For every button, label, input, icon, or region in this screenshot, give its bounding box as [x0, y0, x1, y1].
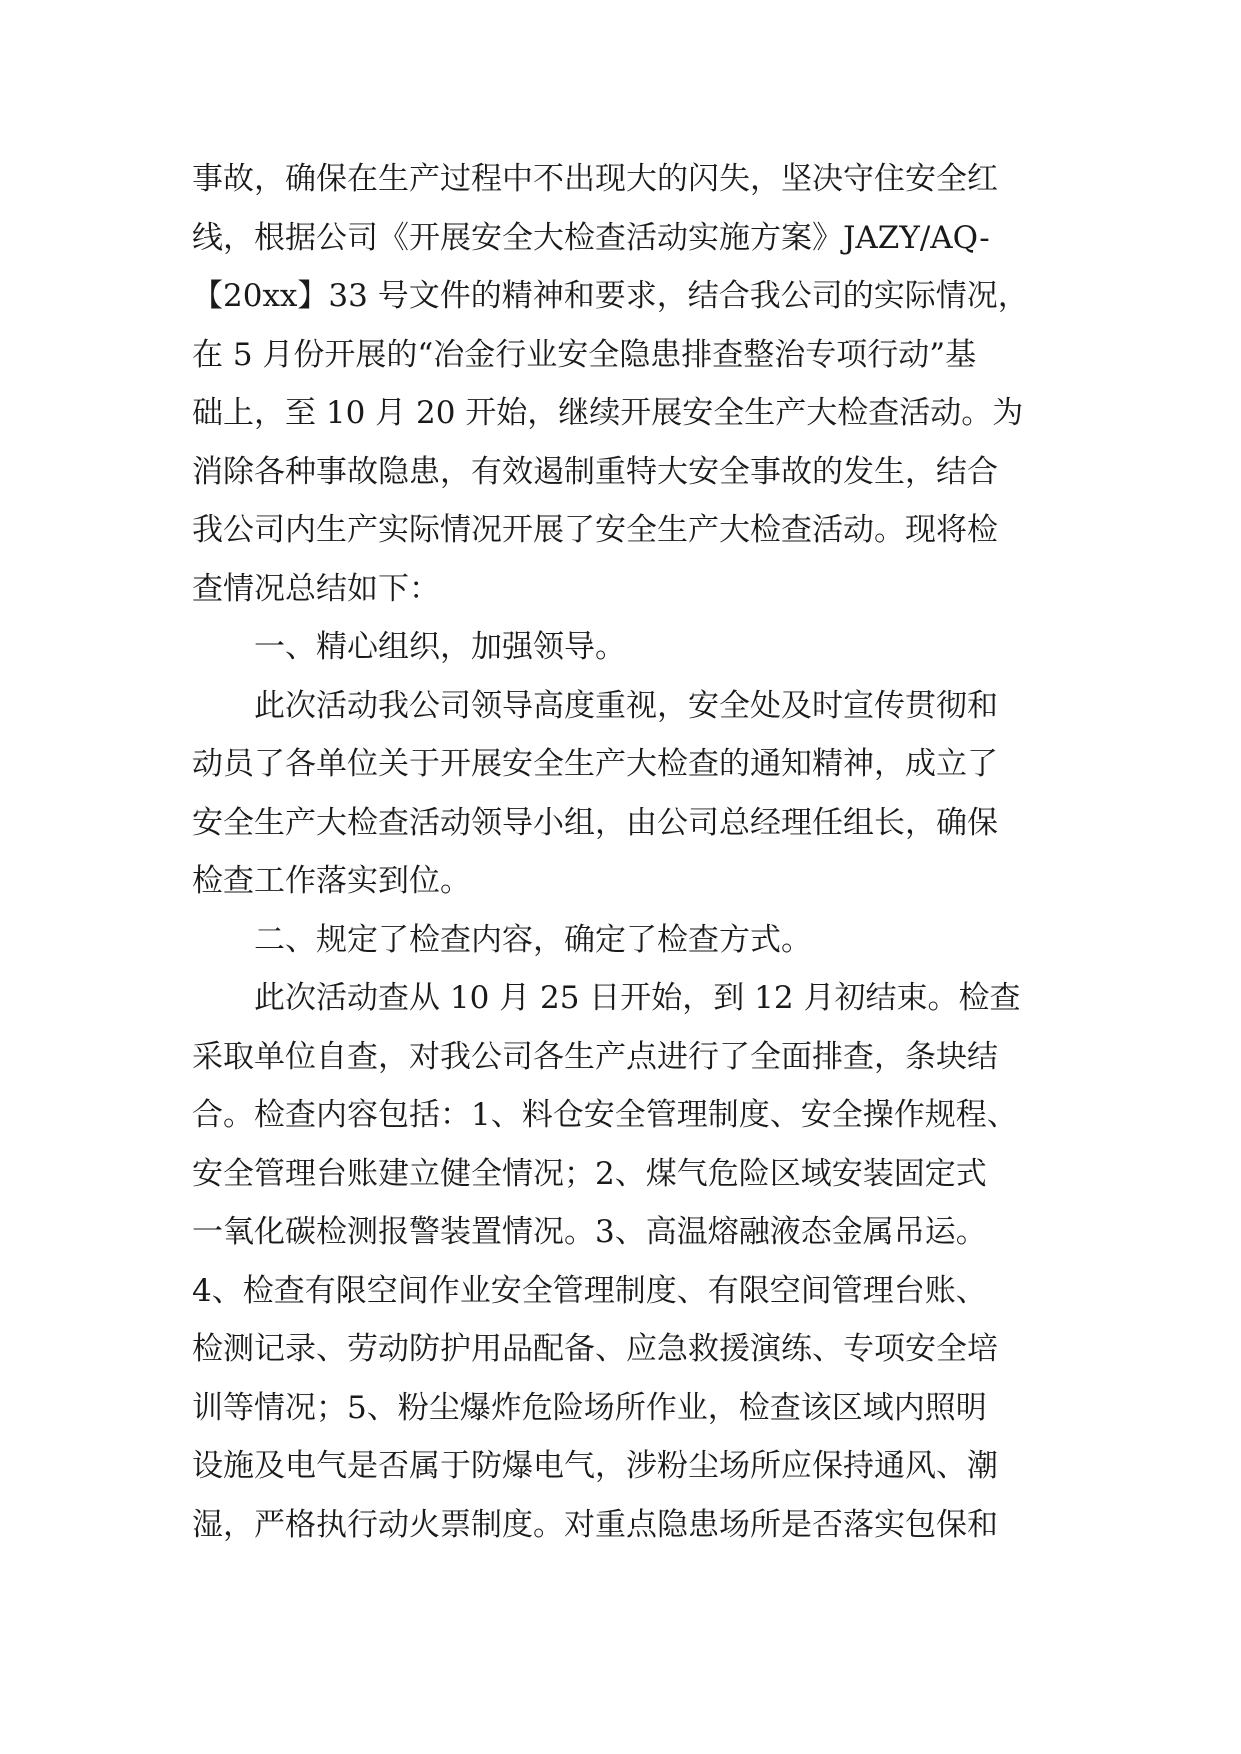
- text-line: 采取单位自查，对我公司各生产点进行了全面排查，条块结: [192, 1038, 998, 1075]
- text-line: 础上，至 10 月 20 开始，继续开展安全生产大检查活动。为: [192, 395, 1024, 431]
- text-line: 线，根据公司《开展安全大检查活动实施方案》JAZY/AQ-: [192, 219, 990, 256]
- text-line: 安全管理台账建立健全情况；2、煤气危险区域安装固定式: [192, 1155, 987, 1192]
- text-line: 【20xx】33 号文件的精神和要求，结合我公司的实际情况，: [192, 278, 1029, 314]
- text-line: 我公司内生产实际情况开展了安全生产大检查活动。现将检: [192, 512, 998, 548]
- text-line: 在 5 月份开展的“冶金行业安全隐患排查整治专项行动”基: [192, 336, 977, 373]
- section-heading: 二、规定了检查内容，确定了检查方式。: [254, 921, 812, 958]
- paragraph-start: 此次活动我公司领导高度重视，安全处及时宣传贯彻和: [254, 687, 998, 724]
- text-line: 湿，严格执行动火票制度。对重点隐患场所是否落实包保和: [192, 1506, 998, 1543]
- text-line: 4、检查有限空间作业安全管理制度、有限空间管理台账、: [192, 1272, 987, 1309]
- text-line: 训等情况；5、粉尘爆炸危险场所作业，检查该区域内照明: [192, 1389, 987, 1426]
- text-line: 设施及电气是否属于防爆电气，涉粉尘场所应保持通风、潮: [192, 1448, 998, 1484]
- text-line: 一氧化碳检测报警装置情况。3、高温熔融液态金属吊运。: [192, 1214, 987, 1250]
- text-line: 动员了各单位关于开展安全生产大检查的通知精神，成立了: [192, 746, 998, 782]
- text-line: 合。检查内容包括：1、料仓安全管理制度、安全操作规程、: [192, 1097, 1018, 1133]
- text-line: 事故，确保在生产过程中不出现大的闪失，坚决守住安全红: [192, 161, 998, 197]
- text-line: 安全生产大检查活动领导小组，由公司总经理任组长，确保: [192, 804, 998, 841]
- document-body: [192, 150, 1072, 1554]
- text-line: 检查工作落实到位。: [192, 863, 471, 899]
- text-line: 查情况总结如下：: [192, 570, 440, 607]
- paragraph-start: 此次活动查从 10 月 25 日开始，到 12 月初结束。检查: [254, 980, 1021, 1016]
- section-heading: 一、精心组织，加强领导。: [254, 629, 626, 665]
- text-line: 消除各种事故隐患，有效遏制重特大安全事故的发生，结合: [192, 453, 998, 490]
- text-line: 检测记录、劳动防护用品配备、应急救援演练、专项安全培: [192, 1331, 998, 1367]
